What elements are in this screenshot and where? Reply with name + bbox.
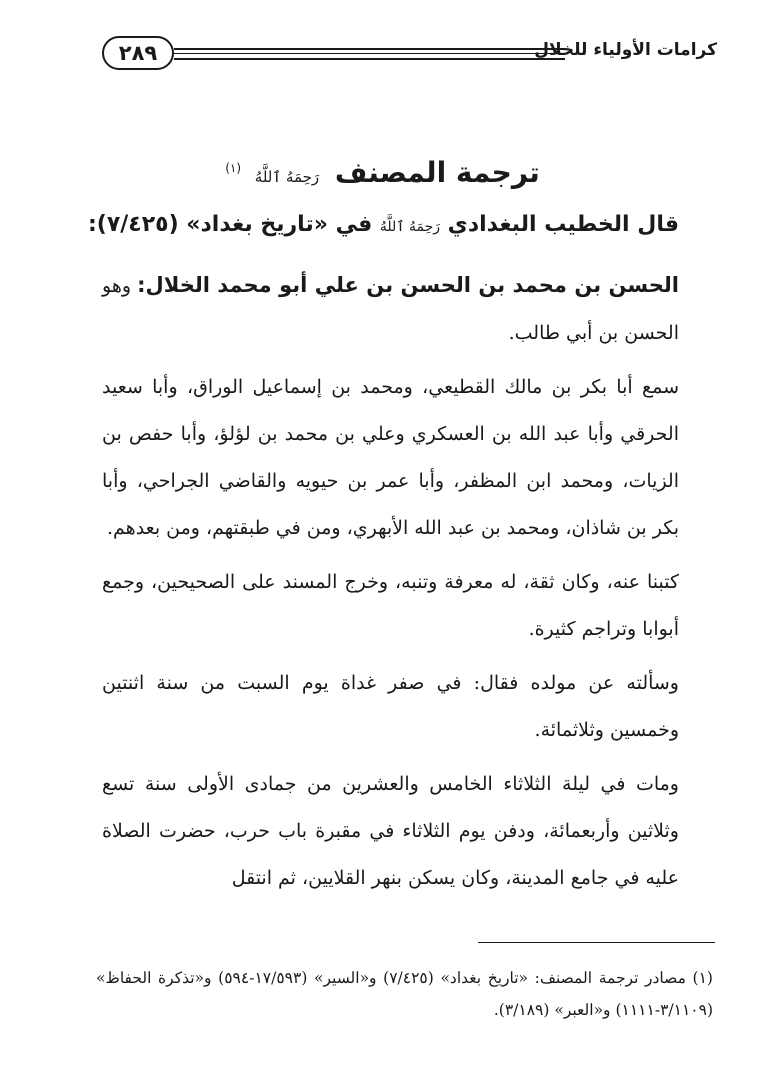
body-text [102, 262, 679, 902]
footnote-divider [478, 942, 715, 943]
header-rule [174, 58, 565, 60]
paragraph [102, 262, 679, 357]
biography-name: الحسن بن محمد بن الحسن بن علي أبو محمد الخلال: [137, 273, 679, 297]
paragraph: وسألته عن مولده فقال: في صفر غداة يوم السبت من سنة اثنتين وخمسين وثلاثمائة. [102, 672, 679, 741]
paragraph-text: وهو الحسن بن أبي طالب. [102, 275, 679, 344]
paragraph: كتبنا عنه، وكان ثقة، له معرفة وتنبه، وخرج المسند على الصحيحين، وجمع أبوابا وتراجم كثيرة. [102, 571, 679, 640]
section-subtitle [80, 212, 679, 237]
section-title [150, 156, 615, 189]
page-number: ٢٨٩ [102, 36, 174, 70]
paragraph: سمع أبا بكر بن مالك القطيعي، ومحمد بن إسماعيل الوراق، وأبا سعيد الحرقي وأبا عبد الله بن العسكري وعلي بن محمد بن لؤلؤ، وأبا حفص بن الزيات، ومحمد ابن المظفر، وأبا عمر بن حيويه والقاضي الجراحي، وأبا بكر بن شاذان، ومحمد بن عبد الله الأبهري، ومن في طبقتهم، ومن بعدهم. [102, 376, 679, 539]
footnote: (١) مصادر ترجمة المصنف: «تاريخ بغداد» (٧/٤٢٥) و«السير» (١٧/٥٩٣-٥٩٤) و«تذكرة الحفاظ» (٣/١١٠٩-١١١١) و«العبر» (٣/١٨٩). [96, 969, 713, 1019]
honorific: رَحِمَهُ ٱللَّهُ [379, 219, 440, 235]
subtitle-before: قال الخطيب البغدادي [447, 212, 679, 237]
header-rule [174, 53, 565, 54]
section-title-text: ترجمة المصنف [334, 156, 540, 189]
subtitle-after: في «تاريخ بغداد» (٧/٤٢٥): [87, 212, 373, 237]
honorific: رَحِمَهُ ٱللَّهُ [254, 168, 320, 186]
footnote-marker[interactable]: (١) [225, 160, 242, 175]
running-header-title: كرامات الأولياء للخلال [534, 40, 717, 60]
header-rule [174, 48, 565, 50]
paragraph: ومات في ليلة الثلاثاء الخامس والعشرين من جمادى الأولى سنة تسع وثلاثين وأربعمائة، ودفن يوم الثلاثاء في مقبرة باب حرب، حضرت الصلاة عليه في جامع المدينة، وكان يسكن بنهر القلايين، ثم انتقل [102, 773, 679, 889]
